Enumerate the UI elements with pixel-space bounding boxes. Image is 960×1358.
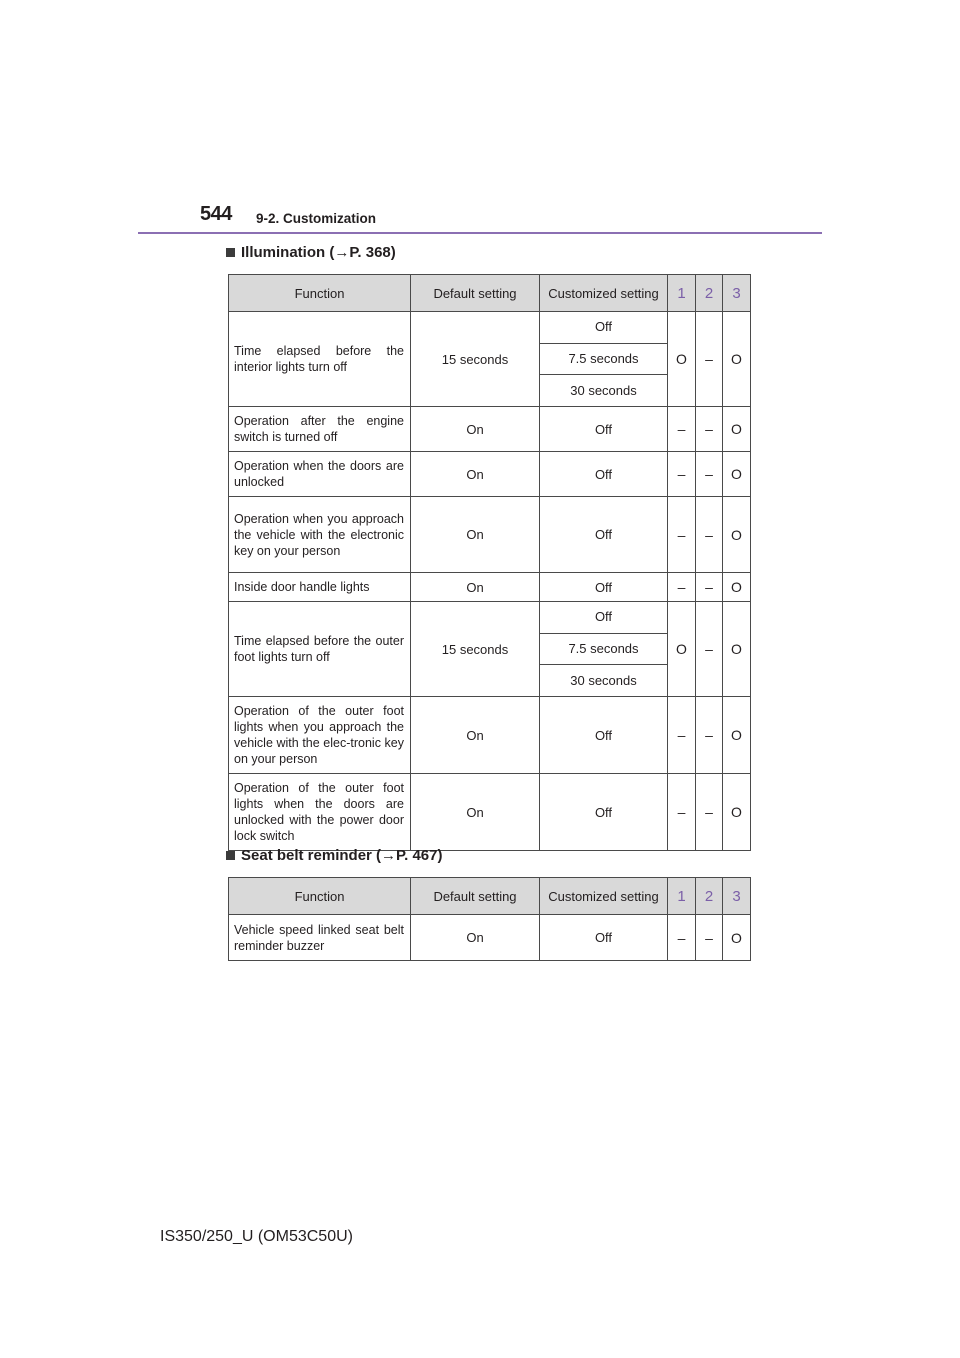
table-row	[229, 407, 751, 452]
function-cell: Time elapsed before the interior lights turn off	[229, 312, 411, 407]
mark-cell: O	[723, 602, 751, 697]
custom-cell: Off	[540, 602, 668, 634]
function-cell: Operation of the outer foot lights when the doors are unlocked with the power door lock switch	[229, 774, 411, 851]
mark-cell: O	[723, 407, 751, 452]
col-customized-setting: Customized setting	[540, 275, 668, 312]
default-cell: On	[411, 452, 540, 497]
custom-cell: Off	[540, 312, 668, 344]
seat-belt-heading	[226, 847, 442, 864]
table-row	[229, 497, 751, 573]
custom-cell: 30 seconds	[540, 665, 668, 697]
custom-cell: Off	[540, 697, 668, 774]
header-rule	[138, 232, 822, 234]
table-row	[229, 915, 751, 961]
function-cell: Vehicle speed linked seat belt reminder buzzer	[229, 915, 411, 961]
table-header-row	[229, 275, 751, 312]
col-1: 1	[668, 878, 696, 915]
seat-belt-heading-text: Seat belt reminder (→P. 467)	[241, 847, 443, 864]
col-customized-setting: Customized setting	[540, 878, 668, 915]
function-cell: Inside door handle lights	[229, 573, 411, 602]
table-row	[229, 312, 751, 344]
col-1: 1	[668, 275, 696, 312]
mark-cell: –	[668, 915, 696, 961]
section-title: 9-2. Customization	[256, 211, 377, 226]
mark-cell: –	[668, 697, 696, 774]
custom-cell: 7.5 seconds	[540, 633, 668, 665]
mark-cell: –	[668, 407, 696, 452]
mark-cell: O	[668, 602, 696, 697]
default-cell: On	[411, 407, 540, 452]
custom-cell: Off	[540, 774, 668, 851]
mark-cell: –	[668, 774, 696, 851]
illumination-heading	[226, 244, 396, 261]
default-cell: On	[411, 915, 540, 961]
col-2: 2	[696, 275, 723, 312]
table-row	[229, 697, 751, 774]
mark-cell: O	[723, 697, 751, 774]
col-3: 3	[723, 275, 751, 312]
table-row	[229, 573, 751, 602]
col-function: Function	[229, 878, 411, 915]
mark-cell: –	[696, 915, 723, 961]
mark-cell: –	[696, 573, 723, 602]
col-function: Function	[229, 275, 411, 312]
function-cell: Operation of the outer foot lights when you approach the vehicle with the elec-tronic key on your person	[229, 697, 411, 774]
mark-cell: –	[696, 774, 723, 851]
default-cell: On	[411, 497, 540, 573]
default-cell: On	[411, 774, 540, 851]
mark-cell: –	[696, 697, 723, 774]
col-default-setting: Default setting	[411, 878, 540, 915]
table-header-row	[229, 878, 751, 915]
seat-belt-table	[228, 877, 751, 961]
mark-cell: –	[668, 573, 696, 602]
custom-cell: Off	[540, 915, 668, 961]
mark-cell: –	[696, 452, 723, 497]
custom-cell: 30 seconds	[540, 375, 668, 407]
square-bullet-icon	[226, 248, 235, 257]
mark-cell: –	[696, 602, 723, 697]
square-bullet-icon	[226, 851, 235, 860]
custom-cell: Off	[540, 497, 668, 573]
col-3: 3	[723, 878, 751, 915]
mark-cell: –	[668, 452, 696, 497]
mark-cell: –	[696, 407, 723, 452]
illumination-heading-text: Illumination (→P. 368)	[241, 244, 396, 261]
custom-cell: Off	[540, 452, 668, 497]
mark-cell: O	[723, 915, 751, 961]
mark-cell: O	[723, 573, 751, 602]
default-cell: 15 seconds	[411, 312, 540, 407]
table-row	[229, 774, 751, 851]
mark-cell: O	[668, 312, 696, 407]
mark-cell: O	[723, 774, 751, 851]
function-cell: Operation after the engine switch is turned off	[229, 407, 411, 452]
mark-cell: –	[696, 312, 723, 407]
default-cell: On	[411, 573, 540, 602]
mark-cell: O	[723, 312, 751, 407]
mark-cell: –	[696, 497, 723, 573]
mark-cell: –	[668, 497, 696, 573]
custom-cell: Off	[540, 573, 668, 602]
default-cell: 15 seconds	[411, 602, 540, 697]
default-cell: On	[411, 697, 540, 774]
function-cell: Operation when the doors are unlocked	[229, 452, 411, 497]
custom-cell: 7.5 seconds	[540, 343, 668, 375]
mark-cell: O	[723, 452, 751, 497]
col-default-setting: Default setting	[411, 275, 540, 312]
table-row	[229, 602, 751, 634]
mark-cell: O	[723, 497, 751, 573]
function-cell: Operation when you approach the vehicle with the electronic key on your person	[229, 497, 411, 573]
table-row	[229, 452, 751, 497]
footer-model: IS350/250_U (OM53C50U)	[160, 1228, 353, 1245]
illumination-table	[228, 274, 751, 851]
page-number: 544	[200, 203, 232, 225]
col-2: 2	[696, 878, 723, 915]
function-cell: Time elapsed before the outer foot lights turn off	[229, 602, 411, 697]
custom-cell: Off	[540, 407, 668, 452]
